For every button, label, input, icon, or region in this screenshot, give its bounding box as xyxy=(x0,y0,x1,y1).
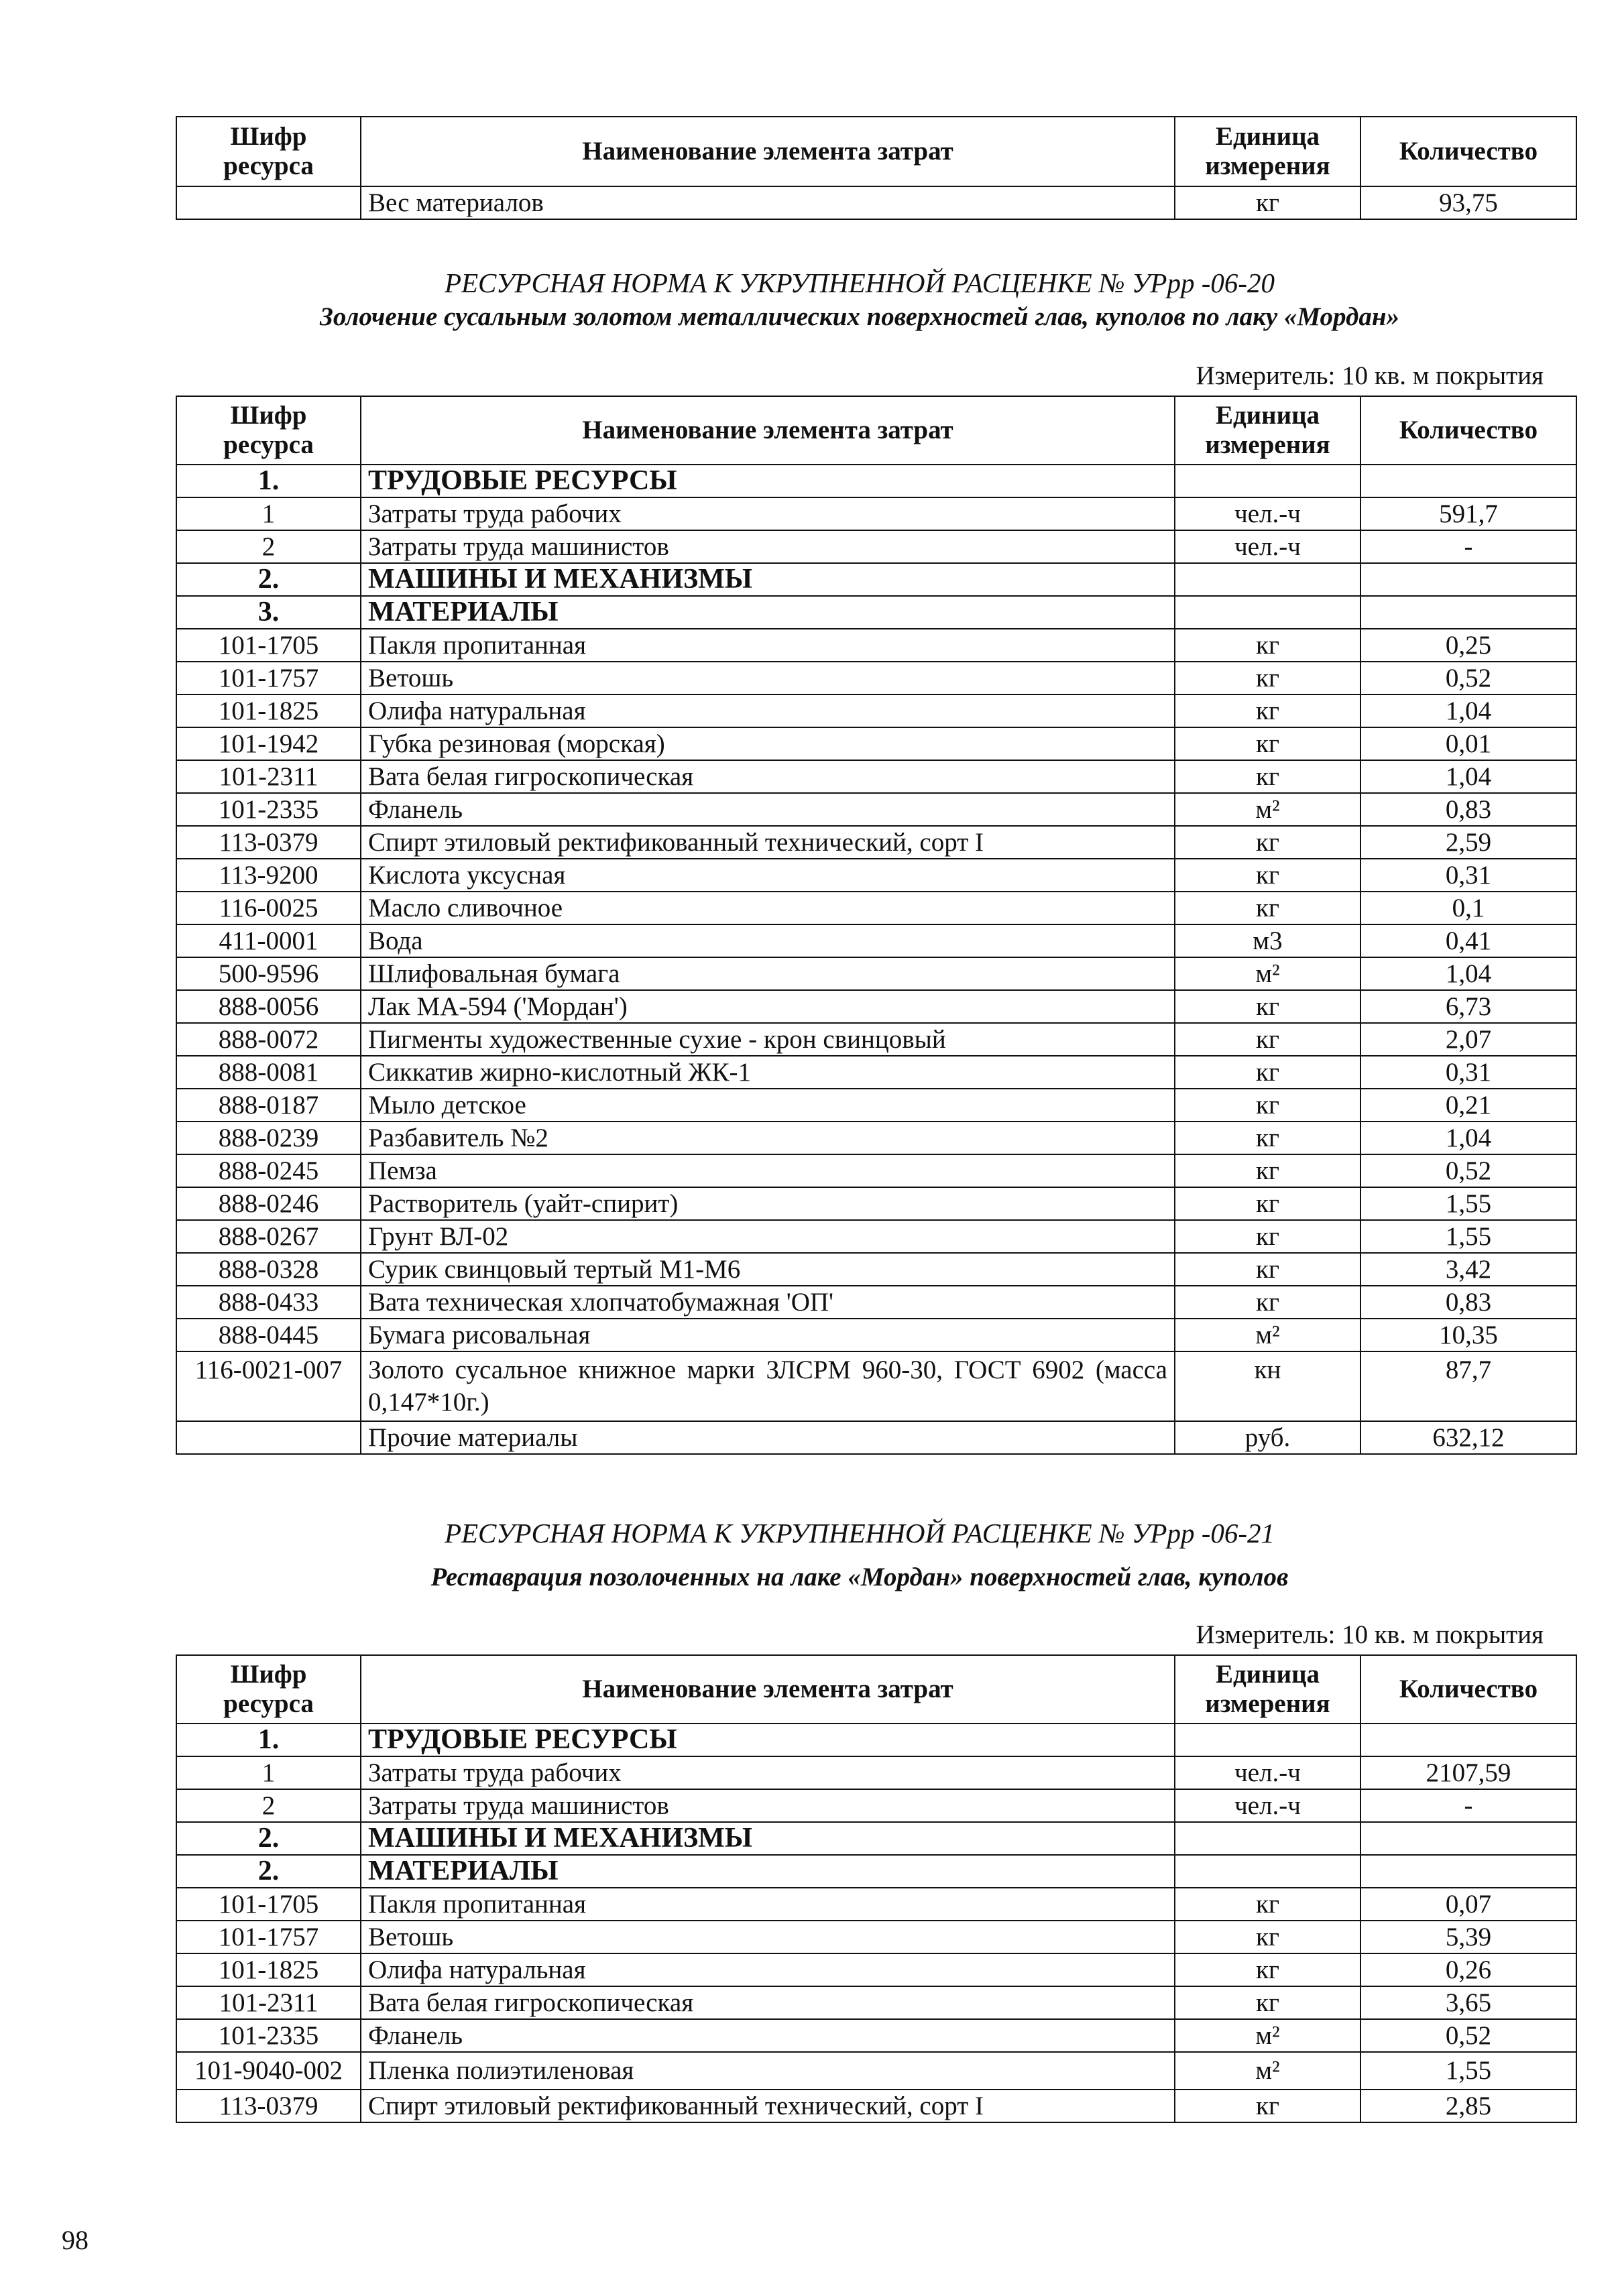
code-cell: 1 xyxy=(176,497,361,530)
qty-cell: 0,01 xyxy=(1360,727,1576,760)
name-cell: Вода xyxy=(361,924,1175,957)
name-cell: Разбавитель №2 xyxy=(361,1122,1175,1154)
table-header-row xyxy=(176,396,1576,465)
qty-cell: 591,7 xyxy=(1360,497,1576,530)
unit-cell: кг xyxy=(1175,990,1360,1023)
qty-cell: 0,1 xyxy=(1360,892,1576,924)
qty-cell xyxy=(1360,1855,1576,1888)
table-row xyxy=(176,1421,1576,1454)
name-cell: МАТЕРИАЛЫ xyxy=(361,1855,1175,1888)
name-cell: Сурик свинцовый тертый М1-М6 xyxy=(361,1253,1175,1286)
qty-cell: 87,7 xyxy=(1360,1351,1576,1421)
code-cell: 101-1757 xyxy=(176,1921,361,1953)
resource-table-2 xyxy=(176,1654,1577,2123)
unit-cell: кг xyxy=(1175,826,1360,859)
unit-cell: кг xyxy=(1175,1089,1360,1122)
code-cell: 888-0433 xyxy=(176,1286,361,1319)
qty-cell: 3,42 xyxy=(1360,1253,1576,1286)
qty-cell xyxy=(1360,596,1576,629)
table-row xyxy=(176,859,1576,892)
qty-cell xyxy=(1360,1822,1576,1855)
name-cell: Пакля пропитанная xyxy=(361,1888,1175,1921)
table-row xyxy=(176,892,1576,924)
name-cell: Шлифовальная бумага xyxy=(361,957,1175,990)
code-cell: 113-0379 xyxy=(176,2090,361,2122)
unit-cell: кг xyxy=(1175,859,1360,892)
unit-cell: кг xyxy=(1175,2090,1360,2122)
table-row xyxy=(176,1953,1576,1986)
name-cell: Лак МА-594 ('Мордан') xyxy=(361,990,1175,1023)
unit-cell xyxy=(1175,465,1360,497)
table-row xyxy=(176,1789,1576,1822)
name-cell: Спирт этиловый ректификованный технический, сорт I xyxy=(361,826,1175,859)
header-qty: Количество xyxy=(1360,117,1576,186)
name-cell: Пемза xyxy=(361,1154,1175,1187)
name-cell: Ветошь xyxy=(361,1921,1175,1953)
name-cell: Затраты труда рабочих xyxy=(361,1756,1175,1789)
table-row xyxy=(176,1187,1576,1220)
measure-unit-1: Измеритель: 10 кв. м покрытия xyxy=(1196,361,1544,390)
header-qty: Количество xyxy=(1360,1655,1576,1724)
header-unit: Единица измерения xyxy=(1175,1655,1360,1724)
unit-cell: кг xyxy=(1175,1921,1360,1953)
table-header-row xyxy=(176,117,1576,186)
qty-cell: 0,25 xyxy=(1360,629,1576,662)
unit-cell: кг xyxy=(1175,629,1360,662)
header-unit: Единица измерения xyxy=(1175,396,1360,465)
code-cell: 3. xyxy=(176,596,361,629)
table-row xyxy=(176,1253,1576,1286)
unit-cell: м² xyxy=(1175,957,1360,990)
qty-cell: 3,65 xyxy=(1360,1986,1576,2019)
code-cell: 101-1757 xyxy=(176,662,361,694)
unit-cell: кг xyxy=(1175,1986,1360,2019)
table-row xyxy=(176,1023,1576,1056)
qty-cell: 1,04 xyxy=(1360,760,1576,793)
code-cell: 888-0246 xyxy=(176,1187,361,1220)
code-cell: 113-0379 xyxy=(176,826,361,859)
table-row xyxy=(176,1351,1576,1421)
name-cell: Бумага рисовальная xyxy=(361,1319,1175,1351)
unit-cell: кг xyxy=(1175,1286,1360,1319)
unit-cell: м² xyxy=(1175,2052,1360,2090)
name-cell: Пленка полиэтиленовая xyxy=(361,2052,1175,2090)
name-cell: Спирт этиловый ректификованный технический, сорт I xyxy=(361,2090,1175,2122)
section-row xyxy=(176,563,1576,596)
unit-cell: кг xyxy=(1175,1056,1360,1089)
norm-subtitle-2: Реставрация позолоченных на лаке «Мордан» поверхностей глав, куполов xyxy=(430,1563,1289,1591)
table-row xyxy=(176,1319,1576,1351)
unit-cell: кг xyxy=(1175,662,1360,694)
unit-cell: чел.-ч xyxy=(1175,1789,1360,1822)
qty-cell: 1,04 xyxy=(1360,957,1576,990)
qty-cell: 0,52 xyxy=(1360,662,1576,694)
qty-cell: - xyxy=(1360,530,1576,563)
unit-cell: м² xyxy=(1175,1319,1360,1351)
name-cell: Вата белая гигроскопическая xyxy=(361,1986,1175,2019)
qty-cell: 0,26 xyxy=(1360,1953,1576,1986)
section-row xyxy=(176,596,1576,629)
qty-cell: 0,31 xyxy=(1360,859,1576,892)
unit-cell xyxy=(1175,596,1360,629)
table-row xyxy=(176,1122,1576,1154)
unit-cell: кг xyxy=(1175,892,1360,924)
code-cell: 101-2311 xyxy=(176,760,361,793)
table-row xyxy=(176,497,1576,530)
name-cell: Губка резиновая (морская) xyxy=(361,727,1175,760)
unit-cell: кг xyxy=(1175,1187,1360,1220)
table-row xyxy=(176,1286,1576,1319)
name-cell: Вата техническая хлопчатобумажная 'ОП' xyxy=(361,1286,1175,1319)
code-cell: 888-0239 xyxy=(176,1122,361,1154)
unit-cell: м3 xyxy=(1175,924,1360,957)
code-cell: 101-1825 xyxy=(176,694,361,727)
qty-cell: 1,55 xyxy=(1360,2052,1576,2090)
unit-cell: кг xyxy=(1175,186,1360,219)
unit-cell: кг xyxy=(1175,760,1360,793)
code-cell: 101-1705 xyxy=(176,629,361,662)
qty-cell: 1,55 xyxy=(1360,1220,1576,1253)
table-row xyxy=(176,826,1576,859)
table-row xyxy=(176,2090,1576,2122)
norm-title-1: РЕСУРСНАЯ НОРМА К УКРУПНЕННОЙ РАСЦЕНКЕ № УРрр -06-20 xyxy=(444,267,1275,298)
unit-cell: кг xyxy=(1175,1154,1360,1187)
qty-cell: - xyxy=(1360,1789,1576,1822)
unit-cell: чел.-ч xyxy=(1175,497,1360,530)
code-cell: 500-9596 xyxy=(176,957,361,990)
section-row xyxy=(176,465,1576,497)
code-cell: 888-0267 xyxy=(176,1220,361,1253)
unit-cell xyxy=(1175,1822,1360,1855)
code-cell: 101-1705 xyxy=(176,1888,361,1921)
table-row xyxy=(176,1089,1576,1122)
qty-cell: 0,21 xyxy=(1360,1089,1576,1122)
name-cell: Кислота уксусная xyxy=(361,859,1175,892)
name-cell: Олифа натуральная xyxy=(361,694,1175,727)
table-row xyxy=(176,924,1576,957)
qty-cell xyxy=(1360,1724,1576,1756)
code-cell: 888-0445 xyxy=(176,1319,361,1351)
name-cell: Ветошь xyxy=(361,662,1175,694)
name-cell: Вата белая гигроскопическая xyxy=(361,760,1175,793)
qty-cell: 632,12 xyxy=(1360,1421,1576,1454)
qty-cell: 0,41 xyxy=(1360,924,1576,957)
name-cell: МАШИНЫ И МЕХАНИЗМЫ xyxy=(361,1822,1175,1855)
header-unit: Единица измерения xyxy=(1175,117,1360,186)
name-cell: Сиккатив жирно-кислотный ЖК-1 xyxy=(361,1056,1175,1089)
table-row xyxy=(176,694,1576,727)
header-name: Наименование элемента затрат xyxy=(361,396,1175,465)
table-row xyxy=(176,186,1576,219)
table-row xyxy=(176,1986,1576,2019)
name-cell: Масло сливочное xyxy=(361,892,1175,924)
page-number: 98 xyxy=(62,2225,89,2255)
qty-cell: 93,75 xyxy=(1360,186,1576,219)
qty-cell: 0,83 xyxy=(1360,1286,1576,1319)
table-row xyxy=(176,1921,1576,1953)
code-cell xyxy=(176,186,361,219)
section-row xyxy=(176,1724,1576,1756)
header-qty: Количество xyxy=(1360,396,1576,465)
unit-cell: кг xyxy=(1175,1888,1360,1921)
unit-cell: чел.-ч xyxy=(1175,530,1360,563)
measure-unit-2: Измеритель: 10 кв. м покрытия xyxy=(1196,1620,1544,1649)
code-cell: 101-2335 xyxy=(176,2019,361,2052)
qty-cell: 0,31 xyxy=(1360,1056,1576,1089)
norm-subtitle-1: Золочение сусальным золотом металлических поверхностей глав, куполов по лаку «Мордан» xyxy=(319,302,1400,331)
header-code: Шифр ресурса xyxy=(176,1655,361,1724)
unit-cell: руб. xyxy=(1175,1421,1360,1454)
header-code: Шифр ресурса xyxy=(176,117,361,186)
qty-cell: 0,52 xyxy=(1360,2019,1576,2052)
qty-cell: 6,73 xyxy=(1360,990,1576,1023)
unit-cell xyxy=(1175,563,1360,596)
qty-cell: 2107,59 xyxy=(1360,1756,1576,1789)
code-cell: 101-2311 xyxy=(176,1986,361,2019)
table-row xyxy=(176,727,1576,760)
section-row xyxy=(176,1855,1576,1888)
qty-cell: 1,04 xyxy=(1360,1122,1576,1154)
name-cell: Фланель xyxy=(361,2019,1175,2052)
table-row xyxy=(176,2052,1576,2090)
code-cell: 411-0001 xyxy=(176,924,361,957)
qty-cell: 2,07 xyxy=(1360,1023,1576,1056)
unit-cell: кг xyxy=(1175,1023,1360,1056)
unit-cell: м² xyxy=(1175,793,1360,826)
section-row xyxy=(176,1822,1576,1855)
name-cell: Пигменты художественные сухие - крон свинцовый xyxy=(361,1023,1175,1056)
qty-cell xyxy=(1360,465,1576,497)
name-cell: МАТЕРИАЛЫ xyxy=(361,596,1175,629)
code-cell: 101-1942 xyxy=(176,727,361,760)
qty-cell: 0,52 xyxy=(1360,1154,1576,1187)
qty-cell: 5,39 xyxy=(1360,1921,1576,1953)
qty-cell: 2,59 xyxy=(1360,826,1576,859)
table-row xyxy=(176,990,1576,1023)
unit-cell xyxy=(1175,1724,1360,1756)
table-row xyxy=(176,530,1576,563)
code-cell: 888-0072 xyxy=(176,1023,361,1056)
code-cell: 2. xyxy=(176,1855,361,1888)
code-cell: 1 xyxy=(176,1756,361,1789)
name-cell: Пакля пропитанная xyxy=(361,629,1175,662)
name-cell: Золото сусальное книжное марки ЗЛСРМ 960-30, ГОСТ 6902 (масса 0,147*10г.) xyxy=(361,1351,1175,1421)
unit-cell: кг xyxy=(1175,1122,1360,1154)
unit-cell xyxy=(1175,1855,1360,1888)
qty-cell: 0,83 xyxy=(1360,793,1576,826)
code-cell: 888-0081 xyxy=(176,1056,361,1089)
qty-cell: 1,04 xyxy=(1360,694,1576,727)
table-row xyxy=(176,793,1576,826)
unit-cell: чел.-ч xyxy=(1175,1756,1360,1789)
name-cell: Затраты труда машинистов xyxy=(361,530,1175,563)
code-cell: 116-0025 xyxy=(176,892,361,924)
name-cell: Затраты труда машинистов xyxy=(361,1789,1175,1822)
name-cell: Олифа натуральная xyxy=(361,1953,1175,1986)
code-cell xyxy=(176,1421,361,1454)
qty-cell: 0,07 xyxy=(1360,1888,1576,1921)
table-row xyxy=(176,1756,1576,1789)
name-cell: Мыло детское xyxy=(361,1089,1175,1122)
code-cell: 2. xyxy=(176,563,361,596)
code-cell: 101-1825 xyxy=(176,1953,361,1986)
name-cell: Грунт ВЛ-02 xyxy=(361,1220,1175,1253)
qty-cell: 2,85 xyxy=(1360,2090,1576,2122)
unit-cell: кн xyxy=(1175,1351,1360,1421)
qty-cell: 1,55 xyxy=(1360,1187,1576,1220)
name-cell: Затраты труда рабочих xyxy=(361,497,1175,530)
norm-title-2: РЕСУРСНАЯ НОРМА К УКРУПНЕННОЙ РАСЦЕНКЕ № УРрр -06-21 xyxy=(444,1518,1275,1549)
unit-cell: кг xyxy=(1175,694,1360,727)
table-row xyxy=(176,662,1576,694)
table-row xyxy=(176,1888,1576,1921)
table-row xyxy=(176,760,1576,793)
unit-cell: кг xyxy=(1175,727,1360,760)
resource-table-1 xyxy=(176,396,1577,1455)
qty-cell xyxy=(1360,563,1576,596)
code-cell: 101-2335 xyxy=(176,793,361,826)
code-cell: 101-9040-002 xyxy=(176,2052,361,2090)
name-cell: Прочие материалы xyxy=(361,1421,1175,1454)
unit-cell: м² xyxy=(1175,2019,1360,2052)
header-code: Шифр ресурса xyxy=(176,396,361,465)
name-cell: Растворитель (уайт-спирит) xyxy=(361,1187,1175,1220)
resource-table-continued xyxy=(176,116,1577,220)
code-cell: 2 xyxy=(176,1789,361,1822)
table-row xyxy=(176,1220,1576,1253)
unit-cell: кг xyxy=(1175,1253,1360,1286)
header-name: Наименование элемента затрат xyxy=(361,1655,1175,1724)
code-cell: 116-0021-007 xyxy=(176,1351,361,1421)
name-cell: ТРУДОВЫЕ РЕСУРСЫ xyxy=(361,1724,1175,1756)
code-cell: 2. xyxy=(176,1822,361,1855)
unit-cell: кг xyxy=(1175,1953,1360,1986)
header-name: Наименование элемента затрат xyxy=(361,117,1175,186)
code-cell: 888-0056 xyxy=(176,990,361,1023)
code-cell: 1. xyxy=(176,1724,361,1756)
unit-cell: кг xyxy=(1175,1220,1360,1253)
table-row xyxy=(176,2019,1576,2052)
name-cell: Фланель xyxy=(361,793,1175,826)
code-cell: 888-0245 xyxy=(176,1154,361,1187)
code-cell: 113-9200 xyxy=(176,859,361,892)
table-row xyxy=(176,957,1576,990)
code-cell: 888-0187 xyxy=(176,1089,361,1122)
table-row xyxy=(176,1056,1576,1089)
code-cell: 888-0328 xyxy=(176,1253,361,1286)
qty-cell: 10,35 xyxy=(1360,1319,1576,1351)
code-cell: 1. xyxy=(176,465,361,497)
table-header-row xyxy=(176,1655,1576,1724)
table-row xyxy=(176,1154,1576,1187)
name-cell: Вес материалов xyxy=(361,186,1175,219)
name-cell: МАШИНЫ И МЕХАНИЗМЫ xyxy=(361,563,1175,596)
name-cell: ТРУДОВЫЕ РЕСУРСЫ xyxy=(361,465,1175,497)
table-row xyxy=(176,629,1576,662)
code-cell: 2 xyxy=(176,530,361,563)
